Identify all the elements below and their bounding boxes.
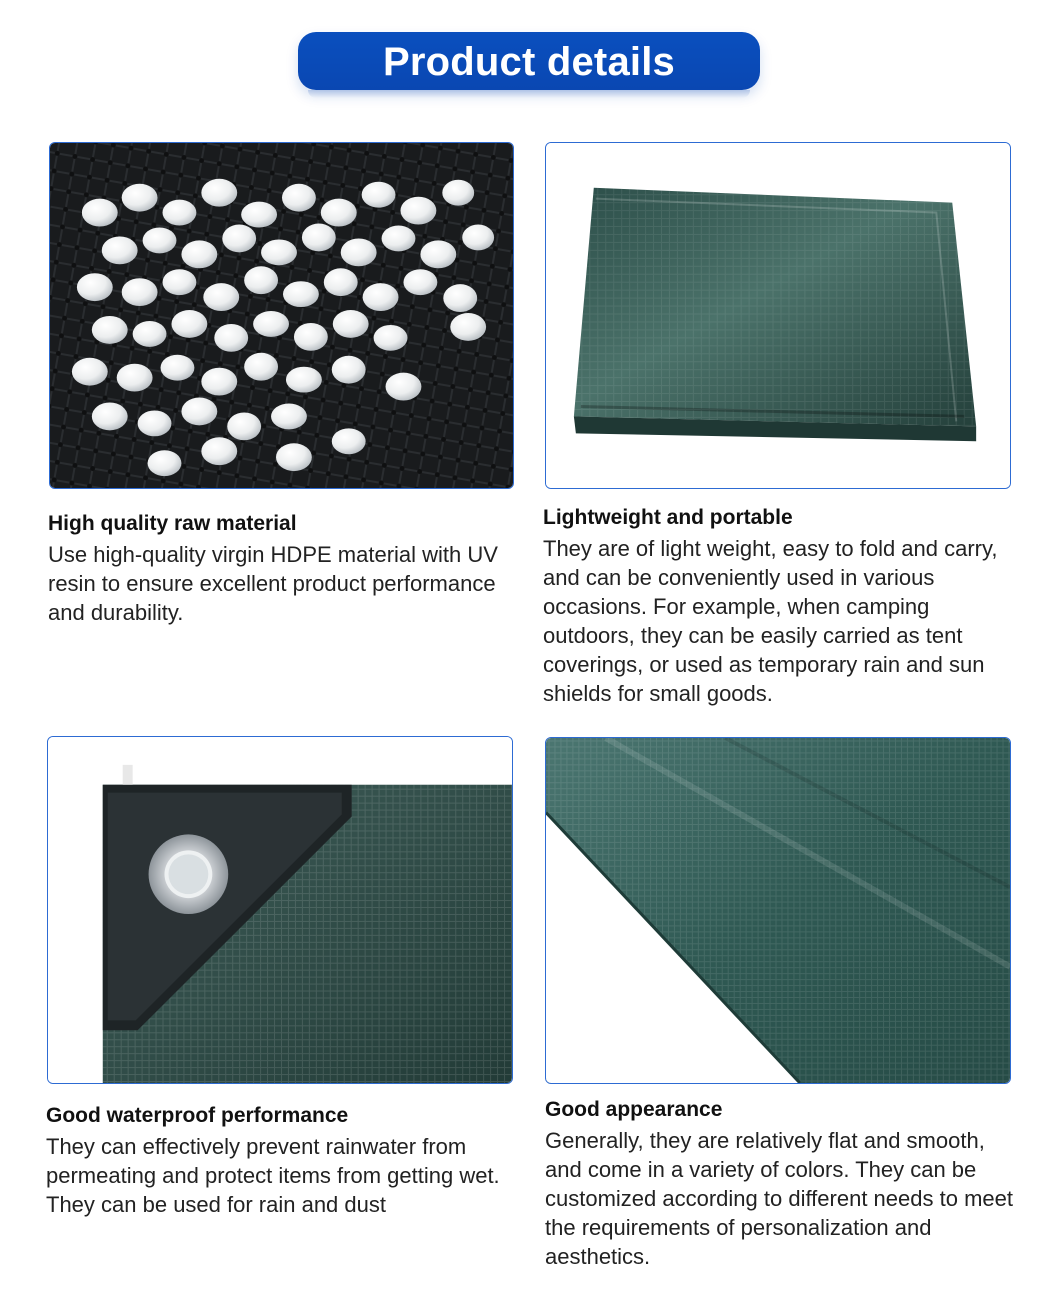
tarp-surface-closeup-image xyxy=(546,738,1010,1083)
folded-tarp-image xyxy=(546,143,1010,488)
page-title: Product details xyxy=(383,40,675,84)
feature-title: Good waterproof performance xyxy=(46,1104,349,1127)
feature-description: They are of light weight, easy to fold and carry, and can be conveniently used in various occasions. For example, when camping outdoors, they can be easily carried as tent coverings, or used as temporary rain and sun shields for small goods. xyxy=(543,536,998,706)
hero-banner xyxy=(298,32,760,90)
tarp-corner-image-card xyxy=(47,736,513,1084)
feature-appearance xyxy=(545,1096,1015,1271)
tarp-surface-image-card xyxy=(545,737,1011,1084)
white-plastic-pellets-image xyxy=(50,143,513,488)
feature-description: Generally, they are relatively flat and smooth, and come in a variety of colors. They can be customized according to different needs to meet the requirements of personalization and aesthetics. xyxy=(545,1128,1013,1269)
feature-title: Lightweight and portable xyxy=(543,506,793,529)
feature-waterproof xyxy=(46,1102,516,1219)
feature-title: Good appearance xyxy=(545,1098,723,1121)
feature-description: They can effectively prevent rainwater from permeating and protect items from getting wet. They can be used for rain and dust xyxy=(46,1134,500,1217)
feature-raw-material xyxy=(48,510,518,627)
feature-description: Use high-quality virgin HDPE material with UV resin to ensure excellent product performance and durability. xyxy=(48,542,498,625)
tarp-corner-grommet-image xyxy=(48,737,512,1083)
feature-lightweight xyxy=(543,504,1013,708)
pellet-image-card xyxy=(49,142,514,489)
feature-title: High quality raw material xyxy=(48,512,297,535)
folded-tarp-image-card xyxy=(545,142,1011,489)
